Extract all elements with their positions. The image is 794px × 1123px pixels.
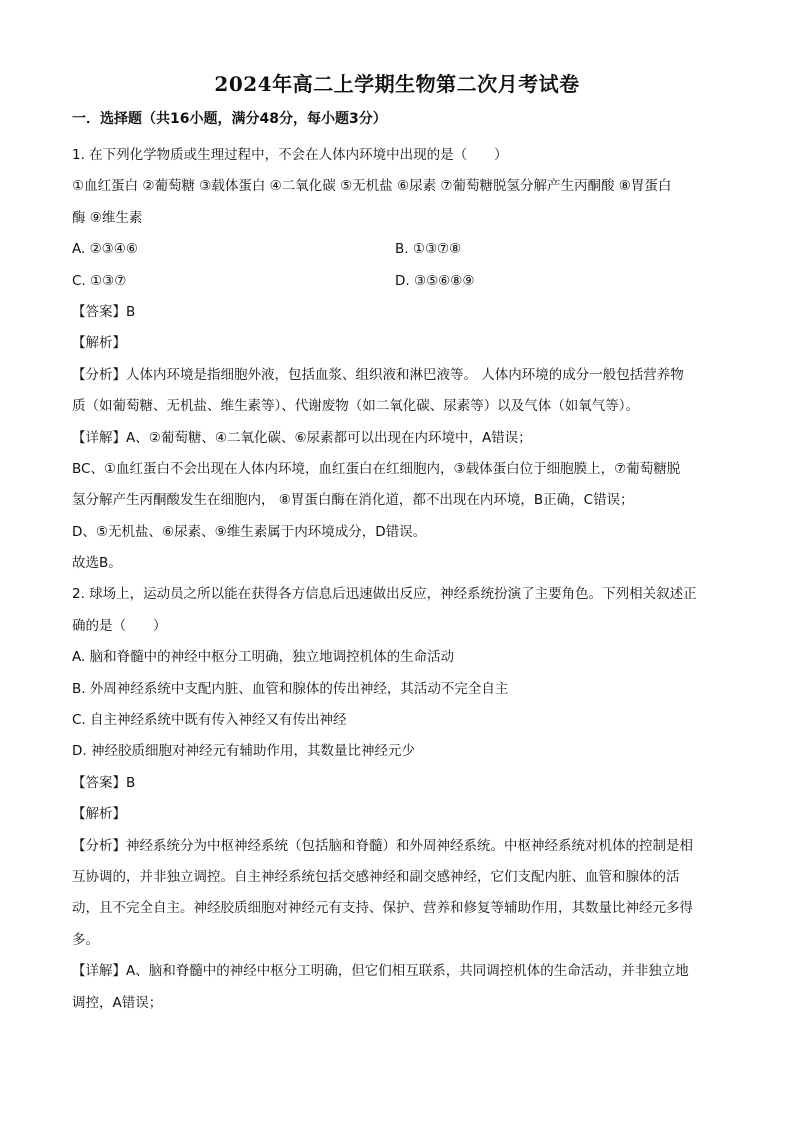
q2-analysis-label: 【解析】: [72, 806, 126, 823]
q1-stem: 1. 在下列化学物质或生理过程中，不会在人体内环境中出现的是（ ）: [72, 147, 508, 163]
section-header: 一．选择题（共16小题，满分48分，每小题3分）: [72, 111, 387, 127]
page-title: 2024年高二上学期生物第二次月考试卷: [214, 72, 580, 96]
q2-answer: 【答案】B: [72, 774, 136, 791]
q2-option-c: C. 自主神经系统中既有传入神经又有传出神经: [72, 712, 347, 729]
exam-content: [72, 140, 724, 1019]
q1-xiangjie-4: D、⑤无机盐、⑥尿素、⑨维生素属于内环境成分，D错误。: [72, 523, 427, 540]
q1-conclusion: 故选B。: [72, 555, 122, 572]
q1-option-d: D. ③⑤⑥⑧⑨: [395, 272, 475, 289]
q2-fenxi-1: 【分析】神经系统分为中枢神经系统（包括脑和脊髓）和外周神经系统。中枢神经系统对机体的控制是相: [72, 837, 693, 854]
q1-xiangjie-3: 氢分解产生丙酮酸发生在细胞内， ⑧胃蛋白酶在消化道，都不出现在内环境，B正确，C错误；: [72, 492, 634, 509]
q1-option-c: C. ①③⑦: [72, 272, 127, 289]
q1-answer: 【答案】B: [72, 303, 136, 320]
q1-xiangjie-1: 【详解】A、②葡萄糖、④二氧化碳、⑥尿素都可以出现在内环境中，A错误；: [72, 429, 532, 446]
q1-options-row2: [72, 266, 724, 297]
q1-items-line2: 酶 ⑨维生素: [72, 209, 143, 226]
q2-fenxi-3: 动，且不完全自主。神经胶质细胞对神经元有支持、保护、营养和修复等辅助作用，其数量比神经元多得: [72, 900, 693, 917]
q1-fenxi-2: 质（如葡萄糖、无机盐、维生素等）、代谢废物（如二氧化碳、尿素等）以及气体（如氧气等）。: [72, 398, 639, 415]
q1-options-row1: [72, 234, 724, 265]
q2-option-b: B. 外周神经系统中支配内脏、血管和腺体的传出神经，其活动不完全自主: [72, 680, 509, 697]
q2-option-d: D. 神经胶质细胞对神经元有辅助作用，其数量比神经元少: [72, 743, 415, 760]
q1-option-a: A. ②③④⑥: [72, 241, 138, 258]
q2-option-a: A. 脑和脊髓中的神经中枢分工明确，独立地调控机体的生命活动: [72, 649, 455, 666]
q2-stem-1: 2. 球场上，运动员之所以能在获得各方信息后迅速做出反应，神经系统扮演了主要角色。下列相关叙述正: [72, 586, 697, 603]
q1-items-line1: ①血红蛋白 ②葡萄糖 ③载体蛋白 ④二氧化碳 ⑤无机盐 ⑥尿素 ⑦葡萄糖脱氢分解产生丙酮酸 ⑧胃蛋白: [72, 178, 672, 195]
q2-stem-2: 确的是（ ）: [72, 617, 167, 634]
q2-fenxi-4: 多。: [72, 931, 99, 948]
q1-fenxi-1: 【分析】人体内环境是指细胞外液，包括血浆、组织液和淋巴液等。 人体内环境的成分一般包括营养物: [72, 366, 684, 383]
q2-xiangjie-1: 【详解】A、脑和脊髓中的神经中枢分工明确，但它们相互联系，共同调控机体的生命活动，并非独立地: [72, 963, 689, 980]
q1-option-b: B. ①③⑦⑧: [395, 241, 462, 258]
q1-analysis-label: 【解析】: [72, 335, 126, 352]
q2-fenxi-2: 互协调的，并非独立调控。自主神经系统包括交感神经和副交感神经，它们支配内脏、血管和腺体的活: [72, 868, 680, 885]
q1-xiangjie-2: BC、①血红蛋白不会出现在人体内环境，血红蛋白在红细胞内，③载体蛋白位于细胞膜上，⑦葡萄糖脱: [72, 460, 681, 477]
q2-xiangjie-2: 调控，A错误；: [72, 994, 163, 1011]
